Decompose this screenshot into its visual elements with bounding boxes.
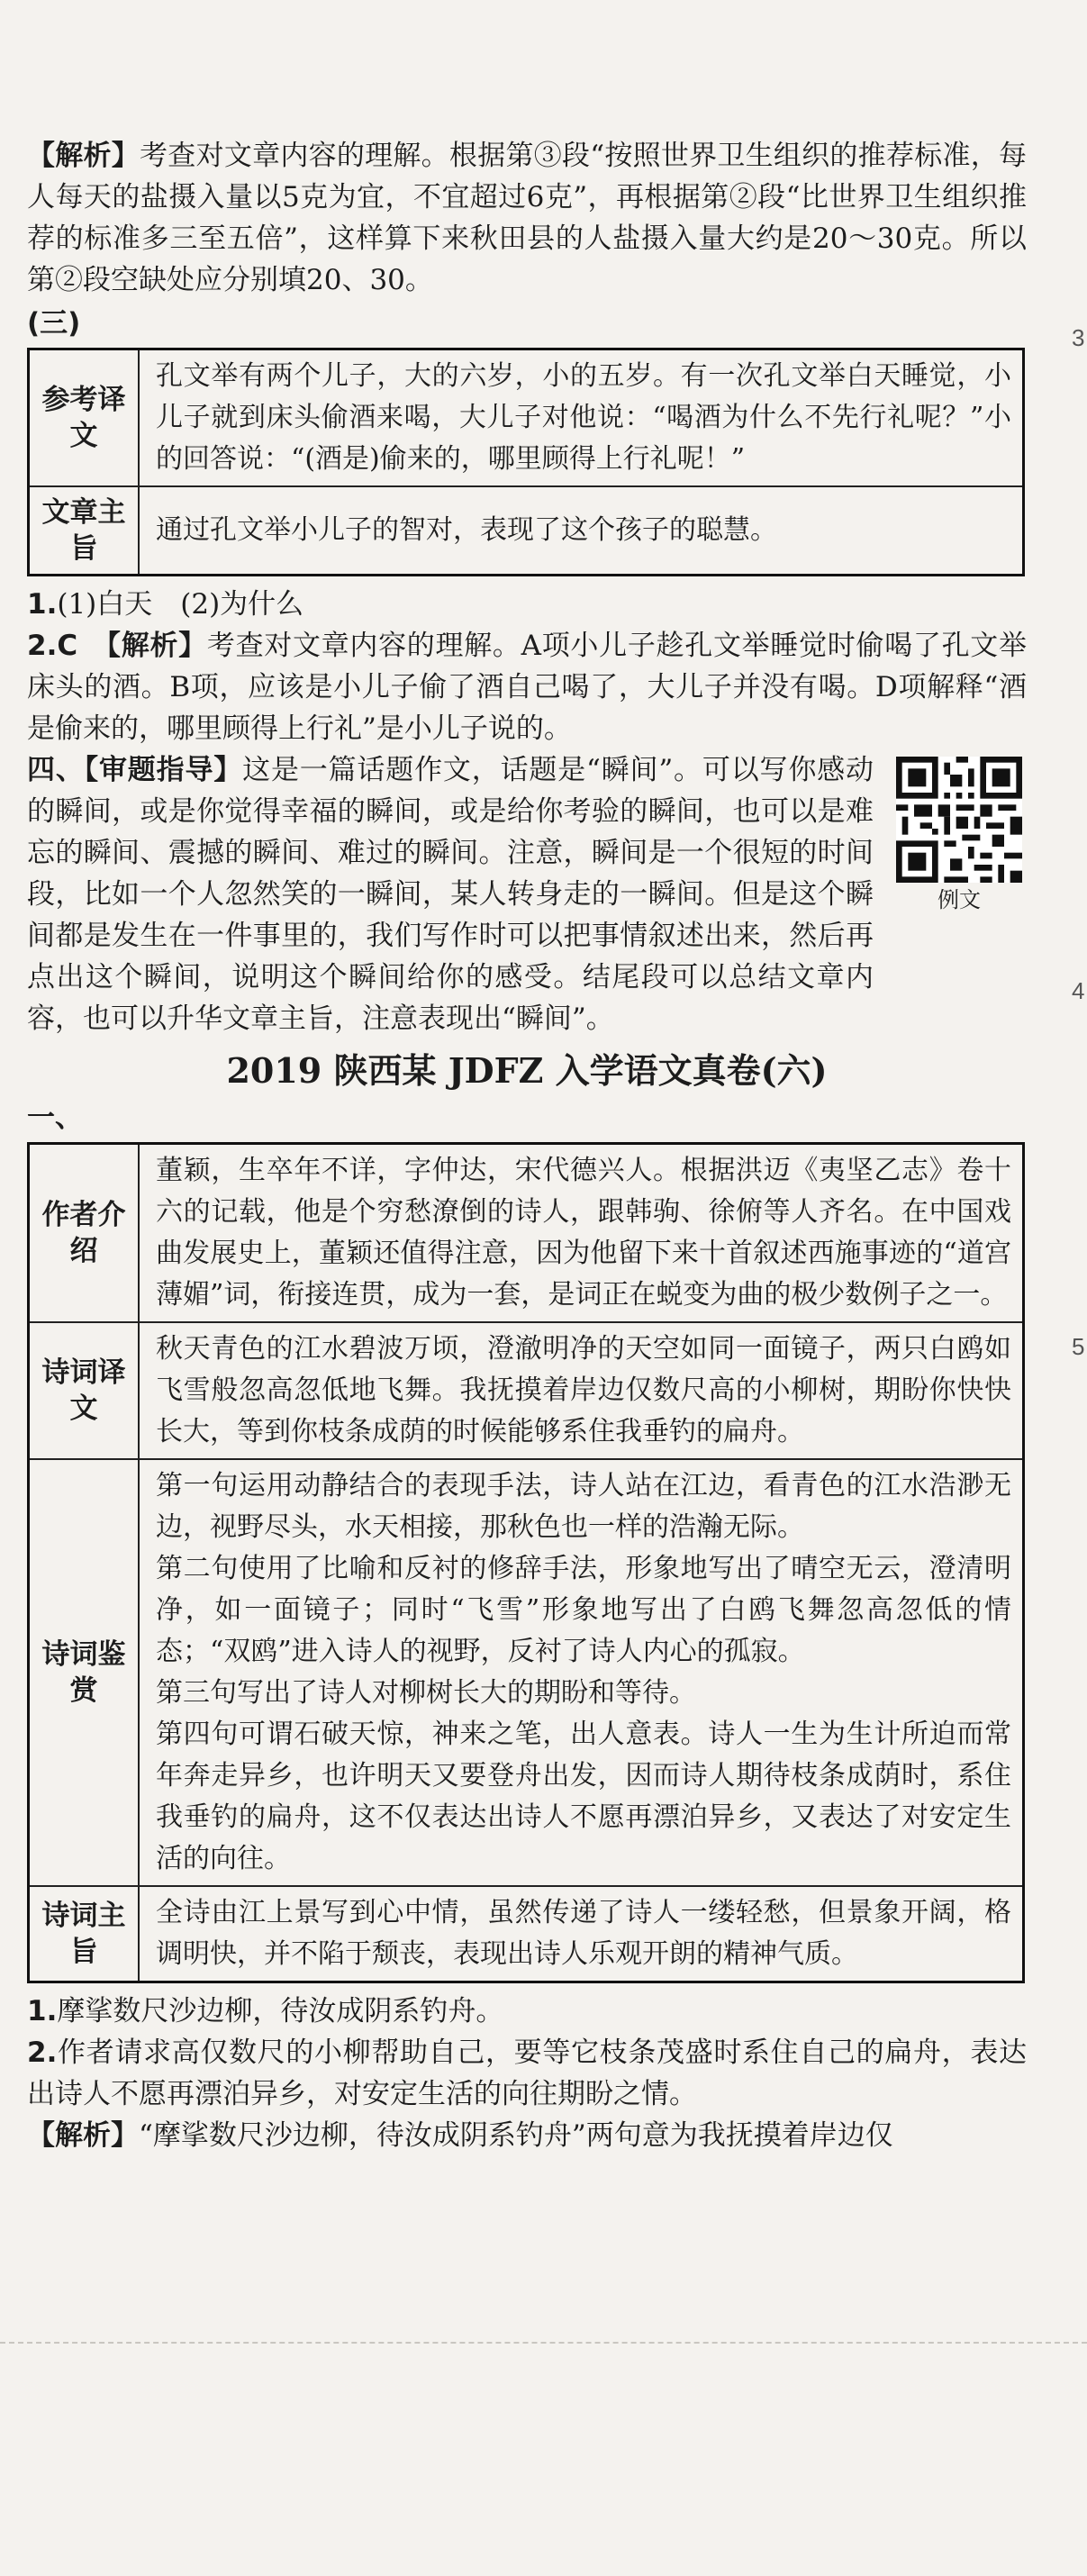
margin-mark: 5: [1072, 1333, 1085, 1360]
exam-answer-1: [27, 1991, 1027, 2032]
table-row: [29, 1886, 1024, 1982]
exam-analysis: [27, 2115, 1027, 2156]
answer-text: (1)白天 (2)为什么: [57, 588, 304, 621]
table-row: [29, 1144, 1024, 1323]
table-row: [29, 349, 1024, 487]
row-label: 诗词译文: [29, 1322, 140, 1459]
guide-text: 这是一篇话题作文，话题是“瞬间”。可以写你感动的瞬间，或是你觉得幸福的瞬间，或是给你考验的瞬间，也可以是难忘的瞬间、震撼的瞬间、难过的瞬间。注意，瞬间是一个很短的时间段，比如一个人忽然笑的一瞬间，某人转身走的一瞬间。但是这个瞬间都是发生在一件事里的，我们写作时可以把事情叙述出来，然后再点出这个瞬间，说明这个瞬间给你的感受。结尾段可以总结文章内容，也可以升华文章主旨，注意表现出“瞬间”。: [27, 754, 874, 1035]
table-row: [29, 1322, 1024, 1459]
analysis-paragraph-1: [27, 135, 1027, 301]
answer-text: 作者请求高仅数尺的小柳帮助自己，要等它枝条茂盛时系住自己的扁舟，表达出诗人不愿再漂泊异乡，对安定生活的向往期盼之情。: [27, 2036, 1027, 2110]
page-content: [27, 135, 1027, 2156]
analysis-text: 考查对文章内容的理解。根据第③段“按照世界卫生组织的推荐标准，每人每天的盐摄入量以5克为宜，不宜超过6克”，再根据第②段“比世界卫生组织推荐的标准多三至五倍”，这样算下来秋田县的人盐摄入量大约是20～30克。所以第②段空缺处应分别填20、30。: [27, 140, 1027, 296]
section-three-heading: (三): [27, 307, 81, 340]
row-label: 作者介绍: [29, 1144, 140, 1323]
row-text: 秋天青色的江水碧波万顷，澄澈明净的天空如同一面镜子，两只白鸥如飞雪般忽高忽低地飞舞。我抚摸着岸边仅数尺高的小柳树，期盼你快快长大，等到你枝条成荫的时候能够系住我垂钓的扁舟。: [139, 1322, 1024, 1459]
margin-mark: 3: [1072, 324, 1085, 351]
row-text: 全诗由江上景写到心中情，虽然传递了诗人一缕轻愁，但景象开阔，格调明快，并不陷于颓丧，表现出诗人乐观开朗的精神气质。: [139, 1886, 1024, 1982]
answer-1: [27, 584, 1027, 625]
appreciation-line: 第二句使用了比喻和反衬的修辞手法，形象地写出了晴空无云，澄清明净，如一面镜子；同时“飞雪”形象地写出了白鸥飞舞忽高忽低的情态；“双鸥”进入诗人的视野，反衬了诗人内心的孤寂。: [156, 1553, 1011, 1667]
row-text: 通过孔文举小儿子的智对，表现了这个孩子的聪慧。: [139, 486, 1024, 576]
table-row: [29, 1459, 1024, 1886]
row-label: 诗词主旨: [29, 1886, 140, 1982]
part-heading: 一、: [27, 1102, 83, 1134]
writing-guide-text: [27, 749, 1027, 1039]
answer-number: 1.: [27, 588, 58, 621]
answer-2: [27, 625, 1027, 749]
appreciation-line: 第四句可谓石破天惊，神来之笔，出人意表。诗人一生为生计所迫而常年奔走异乡，也许明天又要登舟出发，因而诗人期待枝条成荫时，系住我垂钓的扁舟，这不仅表达出诗人不愿再漂泊异乡，又表达了对安定生活的向往。: [156, 1719, 1011, 1874]
appreciation-line: 第三句写出了诗人对柳树长大的期盼和等待。: [156, 1677, 696, 1709]
row-text-multiline: [139, 1459, 1024, 1886]
row-text: 董颖，生卒年不详，字仲达，宋代德兴人。根据洪迈《夷坚乙志》卷十六的记载，他是个穷愁潦倒的诗人，跟韩驹、徐俯等人齐名。在中国戏曲发展史上，董颖还值得注意，因为他留下来十首叙述西施事迹的“道宫薄媚”词，衔接连贯，成为一套，是词正在蜕变为曲的极少数例子之一。: [139, 1144, 1024, 1323]
analysis-label: 【解析】: [106, 630, 207, 662]
answer-number: 2.: [27, 2036, 58, 2069]
section-number: 四、: [27, 754, 85, 786]
margin-mark: 4: [1072, 977, 1085, 1004]
writing-guide: [27, 749, 1027, 1039]
analysis-text: “摩挲数尺沙边柳，待汝成阴系钓舟”两句意为我抚摸着岸边仅: [139, 2119, 893, 2152]
answer-choice: C: [57, 630, 78, 662]
answer-number: 1.: [27, 1995, 58, 2027]
cut-line: [0, 2342, 1087, 2344]
answer-text: 考查对文章内容的理解。A项小儿子趁孔文举睡觉时偷喝了孔文举床头的酒。B项，应该是小儿子偷了酒自己喝了，大儿子并没有喝。D项解释“酒是偷来的，哪里顾得上行礼”是小儿子说的。: [27, 630, 1028, 745]
analysis-label: 【解析】: [27, 140, 140, 172]
exam-answer-2: [27, 2032, 1027, 2115]
qr-code-block[interactable]: [892, 757, 1027, 913]
qr-label: 例文: [938, 887, 981, 912]
appreciation-line: 第一句运用动静结合的表现手法，诗人站在江边，看青色的江水浩渺无边，视野尽头，水天相接，那秋色也一样的浩瀚无际。: [156, 1470, 1011, 1543]
row-text: 孔文举有两个儿子，大的六岁，小的五岁。有一次孔文举白天睡觉，小儿子就到床头偷酒来喝，大儿子对他说：“喝酒为什么不先行礼呢？”小的回答说：“(酒是)偷来的，哪里顾得上行礼呢！”: [139, 349, 1024, 487]
qr-code-icon[interactable]: [896, 757, 1022, 883]
exam-title: 2019 陕西某 JDFZ 入学语文真卷(六): [226, 1050, 828, 1091]
analysis-label: 【解析】: [27, 2119, 139, 2152]
guide-label: 【审题指导】: [84, 754, 243, 786]
table-row: [29, 486, 1024, 576]
row-label: 参考译文: [29, 349, 140, 487]
row-label: 文章主旨: [29, 486, 140, 576]
answer-number: 2.: [27, 630, 58, 662]
poem-table: [27, 1142, 1025, 1983]
answer-text: 摩挲数尺沙边柳，待汝成阴系钓舟。: [57, 1995, 504, 2027]
section-three-table: [27, 348, 1025, 576]
row-label: 诗词鉴赏: [29, 1459, 140, 1886]
